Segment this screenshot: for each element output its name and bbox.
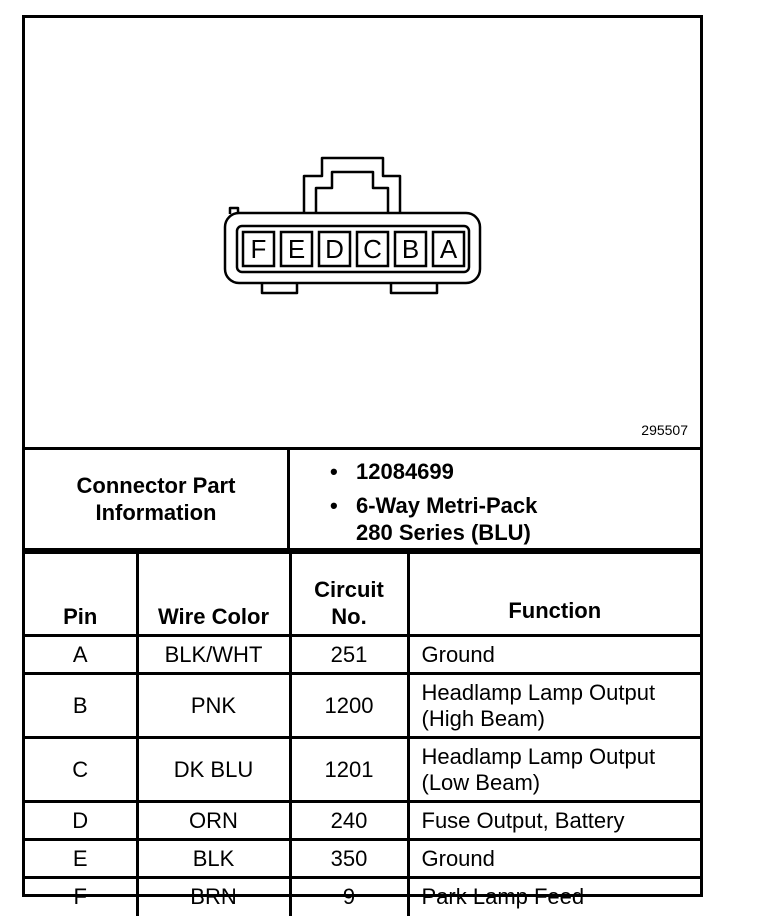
wire-color-cell: ORN: [137, 802, 290, 840]
pinout-table: [25, 551, 700, 916]
function-cell: [408, 674, 700, 738]
circuit-cell: 350: [290, 840, 408, 878]
pin-label-c: C: [363, 234, 382, 264]
function-cell: [408, 840, 700, 878]
connector-info-label: [25, 450, 290, 548]
table-row: [25, 840, 700, 878]
wire-color-cell: BLK/WHT: [137, 636, 290, 674]
function-cell: [408, 738, 700, 802]
wire-color-cell: BLK: [137, 840, 290, 878]
description-line1: 6-Way Metri-Pack: [356, 493, 538, 518]
function-line1: Ground: [421, 845, 495, 871]
description-line2: 280 Series (BLU): [356, 520, 531, 545]
wire-color-cell: BRN: [137, 878, 290, 916]
function-line1: Ground: [421, 641, 495, 667]
pin-cell: A: [25, 636, 137, 674]
function-line1: Headlamp Lamp Output: [421, 743, 656, 769]
latch-inner: [316, 172, 388, 213]
pin-label-f: F: [250, 234, 267, 264]
pin-cell: D: [25, 802, 137, 840]
pin-cell: C: [25, 738, 137, 802]
pin-label-e: E: [287, 234, 306, 264]
circuit-cell: 1201: [290, 738, 408, 802]
table-row: [25, 674, 700, 738]
function-line2: (Low Beam): [421, 769, 541, 795]
pin-label-b: B: [401, 234, 420, 264]
table-header-row: [25, 553, 700, 636]
connector-sheet: [22, 15, 703, 910]
header-function: Function: [408, 553, 700, 636]
table-row: [25, 802, 700, 840]
pin-label-d: D: [325, 234, 344, 264]
connector-part-info: [25, 450, 700, 551]
part-number: 12084699: [356, 459, 454, 484]
latch-housing: [304, 158, 400, 213]
right-foot: [391, 283, 437, 293]
circuit-cell: 251: [290, 636, 408, 674]
header-wire-color: Wire Color: [137, 553, 290, 636]
connector-drawing: [25, 18, 700, 448]
table-row: [25, 738, 700, 802]
circuit-cell: 9: [290, 878, 408, 916]
wire-color-cell: DK BLU: [137, 738, 290, 802]
table-row: [25, 636, 700, 674]
left-foot: [262, 283, 297, 293]
bullet-marker: •: [330, 493, 338, 518]
function-line1: Fuse Output, Battery: [421, 807, 625, 833]
function-line2: (High Beam): [421, 705, 545, 731]
info-label-line2: Information: [95, 500, 217, 525]
wire-color-cell: PNK: [137, 674, 290, 738]
pin-label-a: A: [439, 234, 458, 264]
function-line1: Park Lamp Feed: [421, 884, 585, 910]
pin-cell: F: [25, 878, 137, 916]
header-pin: Pin: [25, 553, 137, 636]
header-circuit-line1: Circuit: [314, 577, 384, 602]
connector-diagram: [25, 18, 700, 450]
pin-cell: B: [25, 674, 137, 738]
header-circuit-line2: No.: [331, 604, 367, 629]
circuit-cell: 1200: [290, 674, 408, 738]
info-label-line1: Connector Part: [76, 473, 236, 498]
function-cell: [408, 636, 700, 674]
function-cell: [408, 802, 700, 840]
function-cell: [408, 878, 700, 916]
connector-info-values: [290, 450, 700, 548]
figure-id: 295507: [641, 422, 688, 438]
pin-cell: E: [25, 840, 137, 878]
header-circuit: [290, 553, 408, 636]
table-row: [25, 878, 700, 916]
bullet-marker: •: [330, 459, 338, 484]
function-line1: Headlamp Lamp Output: [421, 679, 656, 705]
circuit-cell: 240: [290, 802, 408, 840]
